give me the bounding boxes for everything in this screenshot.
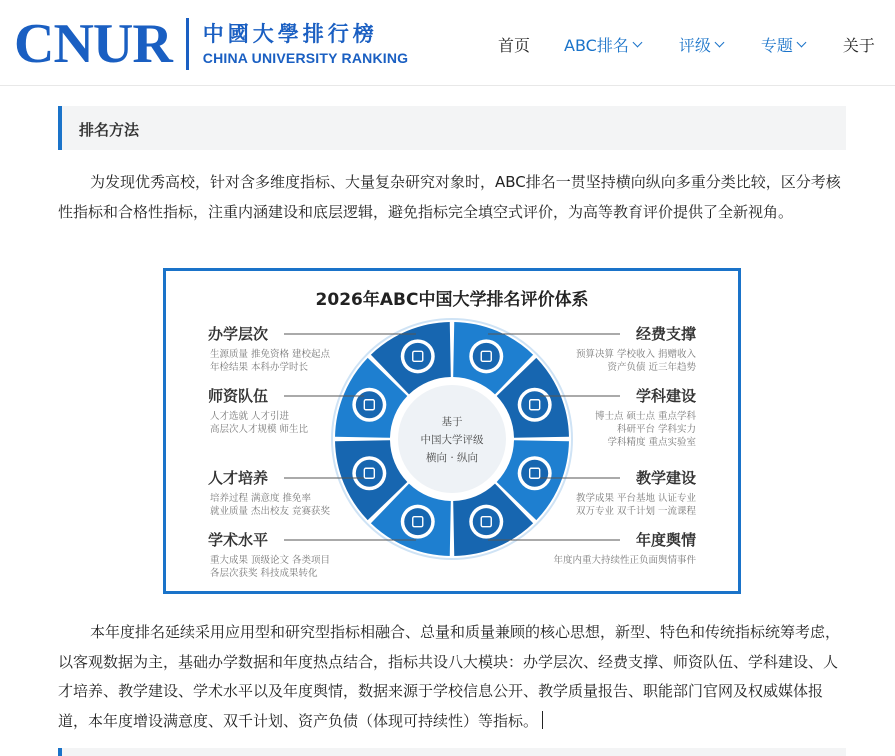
left-module-detail: 年检结果 本科办学时长 [210, 362, 309, 373]
left-module-title: 办学层次 [208, 325, 269, 343]
right-module-detail: 资产负债 近三年趋势 [607, 362, 696, 373]
infographic-title: 2026年ABC中国大学排名评价体系 [315, 290, 589, 310]
nav-rating[interactable] [679, 33, 723, 56]
left-module-detail: 人才选就 人才引进 [210, 411, 290, 422]
logo-text [203, 21, 408, 67]
nav-topics-label: 专题 [760, 36, 793, 55]
nav-rating-label: 评级 [678, 36, 711, 55]
intro-paragraph [58, 168, 846, 227]
nav-topics[interactable] [761, 33, 805, 56]
chevron-down-icon [632, 38, 642, 48]
center-line-2: 中国大学评级 [420, 434, 484, 446]
left-module-title: 师资队伍 [208, 387, 269, 405]
yen-icon [473, 343, 500, 370]
site-header [0, 0, 895, 86]
book-icon [521, 391, 548, 418]
evaluation-system-infographic [163, 268, 741, 594]
right-module-detail: 博士点 硕士点 重点学科 [594, 411, 696, 422]
left-module-detail: 各层次获奖 科技成果转化 [210, 568, 318, 579]
center-line-3: 横向 · 纵向 [425, 452, 479, 464]
left-module-title: 人才培养 [208, 469, 269, 487]
infographic-graphic [166, 271, 738, 591]
logo-english: CHINA UNIVERSITY RANKING [202, 50, 409, 66]
logo-wordmark: CNUR [14, 13, 172, 75]
right-module-title: 经费支撑 [635, 325, 696, 343]
left-module-detail: 培养过程 满意度 推免率 [210, 493, 312, 504]
right-module-title: 年度舆情 [635, 531, 696, 549]
nav-abc-ranking[interactable] [564, 33, 641, 56]
people-icon [356, 391, 383, 418]
right-module-detail: 学科精度 重点实验室 [607, 437, 696, 448]
right-module-detail: 年度内重大持续性正负面舆情事件 [553, 555, 696, 566]
section-title: 排名方法 [79, 121, 140, 139]
logo-divider [186, 18, 189, 70]
left-module-detail: 就业质量 杰出校友 竞赛获奖 [210, 506, 331, 517]
text-cursor [542, 711, 543, 729]
method-paragraph-text: 本年度排名延续采用应用型和研究型指标相融合、总量和质量兼顾的核心思想，新型、特色和传统指标统筹考虑，以客观数据为主，基础办学数据和年度热点结合，指标共设八大模块：办学层次、经费支撑、师资队伍、学科建设、人才培养、教学建设、学术水平以及年度舆情，数据来源于学校信息公开、教学质量报告、职能部门官网及权威媒体报道，本年度增设满意度、双千计划、资产负债（体现可持续性）等指标。 [58, 623, 841, 730]
intro-paragraph-text: 为发现优秀高校，针对含多维度指标、大量复杂研究对象时，ABC排名一贯坚持横向纵向多重分类比较，区分考核性指标和合格性指标，注重内涵建设和底层逻辑，避免指标完全填空式评价，为高等教育评价提供了全新视角。 [58, 173, 841, 221]
right-module-detail: 预算决算 学校收入 捐赠收入 [575, 349, 696, 360]
logo-chinese: 中國大學排行榜 [202, 21, 378, 46]
right-module-title: 教学建设 [635, 469, 696, 487]
left-module-detail: 重大成果 顶级论文 各类项目 [210, 555, 331, 566]
chevron-down-icon [714, 38, 724, 48]
newspaper-icon [473, 508, 500, 535]
board-icon [521, 460, 548, 487]
ruler-icon [404, 343, 431, 370]
right-module-detail: 教学成果 平台基地 认证专业 [575, 493, 696, 504]
stamp-icon [404, 508, 431, 535]
site-logo[interactable] [14, 14, 408, 74]
nav-abc-ranking-label: ABC排名 [564, 36, 629, 55]
nav-home[interactable] [498, 33, 530, 56]
main-nav [498, 33, 895, 56]
nav-home-label: 首页 [498, 36, 531, 55]
chevron-down-icon [796, 38, 806, 48]
left-module-detail: 生源质量 推免资格 建校起点 [210, 349, 331, 360]
right-module-detail: 双万专业 双千计划 一流课程 [575, 506, 696, 517]
center-line-1: 基于 [441, 416, 463, 428]
section-heading [58, 106, 846, 150]
nav-about-label: 关于 [842, 36, 875, 55]
method-paragraph [58, 618, 846, 736]
right-module-title: 学科建设 [635, 387, 696, 405]
right-module-detail: 科研平台 学科实力 [616, 424, 696, 435]
next-section-heading [58, 748, 846, 756]
document-icon [356, 460, 383, 487]
nav-about[interactable] [843, 33, 875, 56]
left-module-title: 学术水平 [208, 531, 269, 549]
left-module-detail: 高层次人才规模 师生比 [210, 424, 309, 435]
